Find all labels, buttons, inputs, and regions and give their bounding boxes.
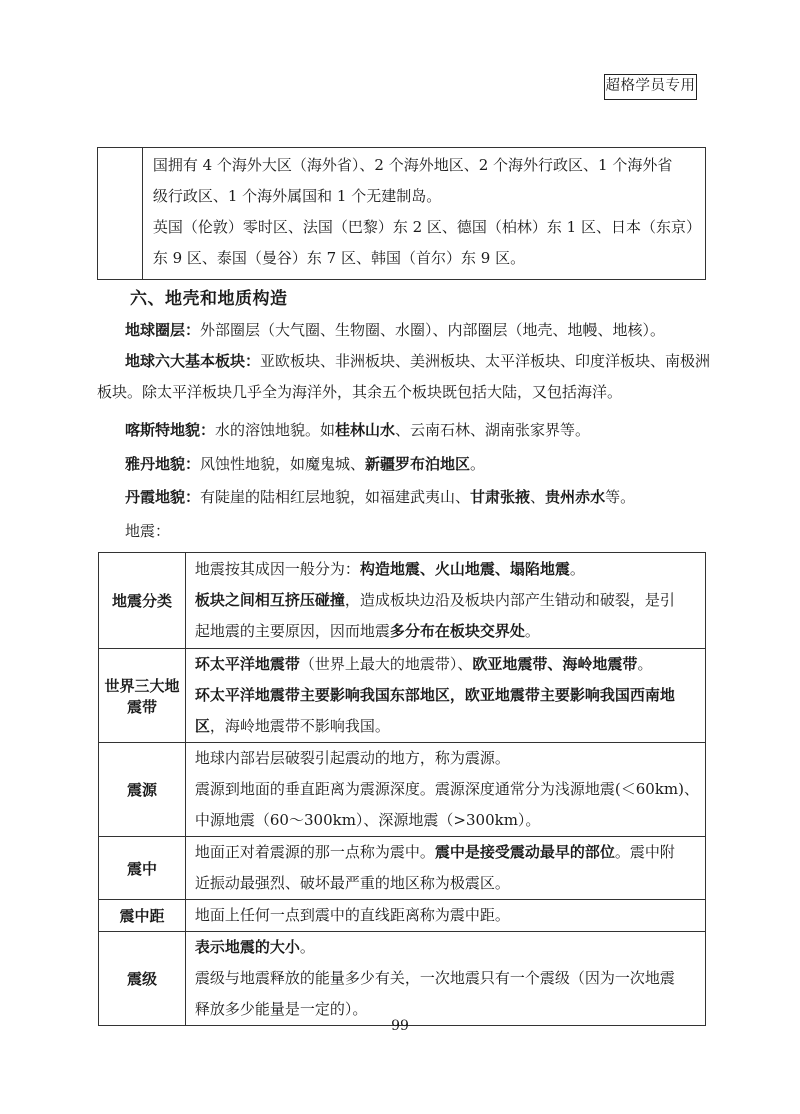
- paragraph-yardang: [97, 449, 737, 480]
- student-exclusive-badge: 超格学员专用: [604, 74, 697, 100]
- paragraph-danxia: [97, 482, 737, 513]
- row-content: 表示地震的大小。 震级与地震释放的能量多少有关，一次地震只有一个震级（因为一次地震 释放多少能量是一定的）。: [185, 932, 705, 1026]
- row-content: 地面正对着震源的那一点称为震中。震中是接受震动最早的部位。震中附 近振动最强烈、破坏最严重的地区称为极震区。: [185, 837, 705, 900]
- term-emphasis: 甘肃张掖: [470, 488, 531, 506]
- row-label-seismic-belts: 世界三大地震带: [99, 649, 186, 743]
- paragraph-plates: [97, 346, 709, 408]
- table-line: 国拥有 4 个海外大区（海外省）、2 个海外地区、2 个海外行政区、1 个海外省: [152, 156, 673, 174]
- table-row: [99, 553, 706, 649]
- paragraph-earth-spheres: [97, 315, 737, 346]
- term-label: 喀斯特地貌：: [125, 421, 216, 439]
- term-text: 有陡崖的陆相红层地貌，如福建武夷山、: [200, 488, 471, 506]
- table-row: [99, 837, 706, 900]
- row-content: 地震按其成因一般分为：构造地震、火山地震、塌陷地震。 板块之间相互挤压碰撞，造成板块边沿及板块内部产生错动和破裂，是引 起地震的主要原因，因而地震多分布在板块交界处。: [185, 553, 705, 649]
- table-line: 英国（伦敦）零时区、法国（巴黎）东 2 区、德国（柏林）东 1 区、日本（东京）: [152, 218, 701, 236]
- term-emphasis: 贵州赤水: [545, 488, 606, 506]
- term-label: 雅丹地貌：: [125, 455, 201, 473]
- row-label-focus: 震源: [99, 743, 186, 837]
- row-label-classification: 地震分类: [99, 553, 186, 649]
- term-label: 地球圈层：: [125, 321, 201, 339]
- row-label-epicenter: 震中: [99, 837, 186, 900]
- table-row: [99, 900, 706, 932]
- term-text: 、云南石林、湖南张家界等。: [395, 421, 591, 439]
- page-number: 99: [391, 1018, 409, 1034]
- table-row: [99, 649, 706, 743]
- section-heading: 六、地壳和地质构造: [130, 289, 288, 309]
- table-row: [99, 932, 706, 1026]
- term-emphasis: 新疆罗布泊地区: [365, 455, 471, 473]
- earthquake-table: [98, 552, 706, 1026]
- term-label: 地球六大基本板块：: [125, 352, 261, 370]
- table-row: [99, 743, 706, 837]
- term-label: 丹霞地貌：: [125, 488, 201, 506]
- paragraph-karst: [97, 415, 737, 446]
- continued-table-content-cell: [142, 148, 705, 280]
- term-text: 外部圈层（大气圈、生物圈、水圈）、内部圈层（地壳、地幔、地核）。: [200, 321, 666, 339]
- term-text: 。: [470, 455, 486, 473]
- term-text: 、: [530, 488, 546, 506]
- paragraph-earthquake-intro: 地震：: [125, 522, 171, 540]
- row-content: 地球内部岩层破裂引起震动的地方，称为震源。 震源到地面的垂直距离为震源深度。震源深度通常分为浅源地震(＜60km)、 中源地震（60～300km）、深源地震（>300km）。: [185, 743, 705, 837]
- row-label-epicentral-distance: 震中距: [99, 900, 186, 932]
- term-emphasis: 桂林山水: [335, 421, 396, 439]
- term-text: 亚欧板块、非洲板块、美洲板块、太平洋板块、印度洋板块、南极洲: [260, 352, 711, 370]
- continued-table-label-cell: [98, 148, 143, 280]
- table-line: 东 9 区、泰国（曼谷）东 7 区、韩国（首尔）东 9 区。: [152, 249, 526, 267]
- table-line: 级行政区、1 个海外属国和 1 个无建制岛。: [152, 187, 442, 205]
- term-text: 风蚀性地貌，如魔鬼城、: [200, 455, 366, 473]
- row-content: 地面上任何一点到震中的直线距离称为震中距。: [185, 900, 705, 932]
- term-text: 水的溶蚀地貌。如: [215, 421, 336, 439]
- row-label-magnitude: 震级: [99, 932, 186, 1026]
- row-content: 环太平洋地震带（世界上最大的地震带）、欧亚地震带、海岭地震带。 环太平洋地震带主要影响我国东部地区，欧亚地震带主要影响我国西南地 区，海岭地震带不影响我国。: [185, 649, 705, 743]
- continued-table: [97, 147, 706, 280]
- term-text: 板块。除太平洋板块几乎全为海洋外，其余五个板块既包括大陆，又包括海洋。: [97, 383, 623, 401]
- term-text: 等。: [605, 488, 636, 506]
